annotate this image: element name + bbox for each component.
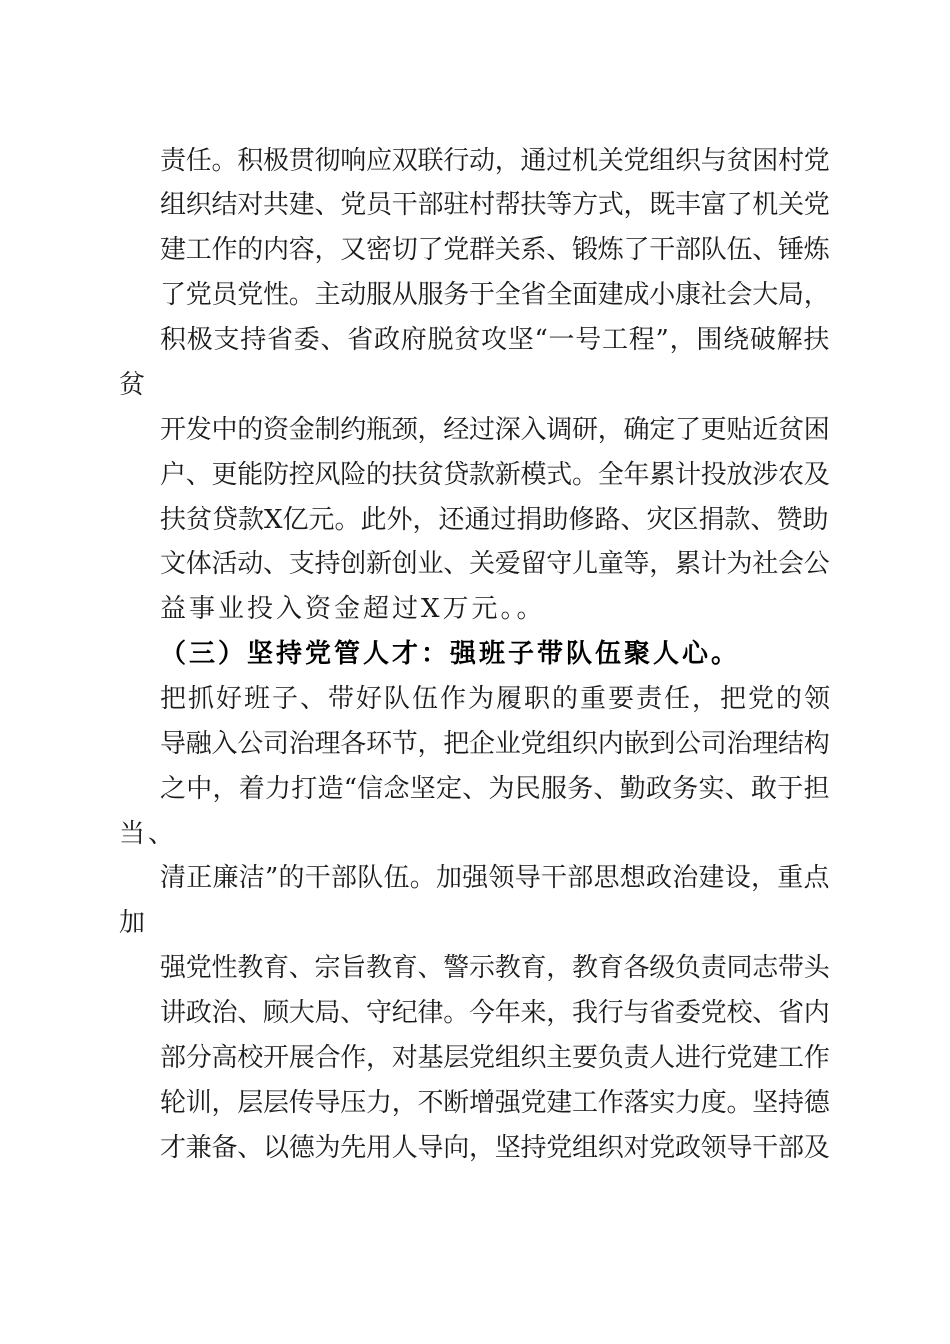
- body-text-line: 加: [119, 908, 149, 938]
- body-text-line: 清正廉洁”的干部队伍。加强领导干部思想政治建设，重点: [160, 863, 830, 893]
- body-text-line: 扶贫贷款X亿元。此外，还通过捐助修路、灾区捐款、赞助: [160, 505, 829, 535]
- body-text-line: 才兼备、以德为先用人导向，坚持党组织对党政领导干部及: [160, 1133, 830, 1163]
- body-text-line: 文体活动、支持创新创业、关爱留守儿童等，累计为社会公: [160, 549, 830, 579]
- body-text-line: 部分高校开展合作，对基层党组织主要负责人进行党建工作: [160, 1043, 830, 1073]
- body-text-line: 当、: [119, 819, 178, 849]
- body-text-line: 轮训，层层传导压力，不断增强党建工作落实力度。坚持德: [160, 1088, 830, 1118]
- body-text-line: 之中，着力打造“信念坚定、为民服务、勤政务实、敢于担: [160, 774, 830, 804]
- body-text-line: 户、更能防控风险的扶贫贷款新模式。全年累计投放涉农及: [160, 460, 830, 490]
- body-text-line: 导融入公司治理各环节，把企业党组织内嵌到公司治理结构: [160, 729, 830, 759]
- body-text-line: 开发中的资金制约瓶颈，经过深入调研，确定了更贴近贫困: [160, 415, 830, 445]
- body-text-line: 贫: [119, 370, 149, 400]
- body-text-line: 益事业投入资金超过X万元。。: [160, 594, 546, 624]
- body-text-line: 把抓好班子、带好队伍作为履职的重要责任，把党的领: [160, 684, 833, 714]
- body-text-line: 建工作的内容，又密切了党群关系、锻炼了干部队伍、锤炼: [160, 235, 830, 265]
- body-text-line: 组织结对共建、党员干部驻村帮扶等方式，既丰富了机关党: [160, 190, 830, 220]
- section-heading: （三）坚持党管人才：强班子带队伍聚人心。: [160, 639, 741, 669]
- body-text-line: 强党性教育、宗旨教育、警示教育，教育各级负责同志带头: [160, 953, 830, 983]
- body-text-line: 了党员党性。主动服从服务于全省全面建成小康社会大局，: [160, 280, 830, 310]
- body-text-line: 讲政治、顾大局、守纪律。今年来，我行与省委党校、省内: [160, 998, 830, 1028]
- body-text-line: 积极支持省委、省政府脱贫攻坚“一号工程”，围绕破解扶: [160, 325, 831, 355]
- body-text-line: 责任。积极贯彻响应双联行动，通过机关党组织与贫困村党: [160, 146, 830, 176]
